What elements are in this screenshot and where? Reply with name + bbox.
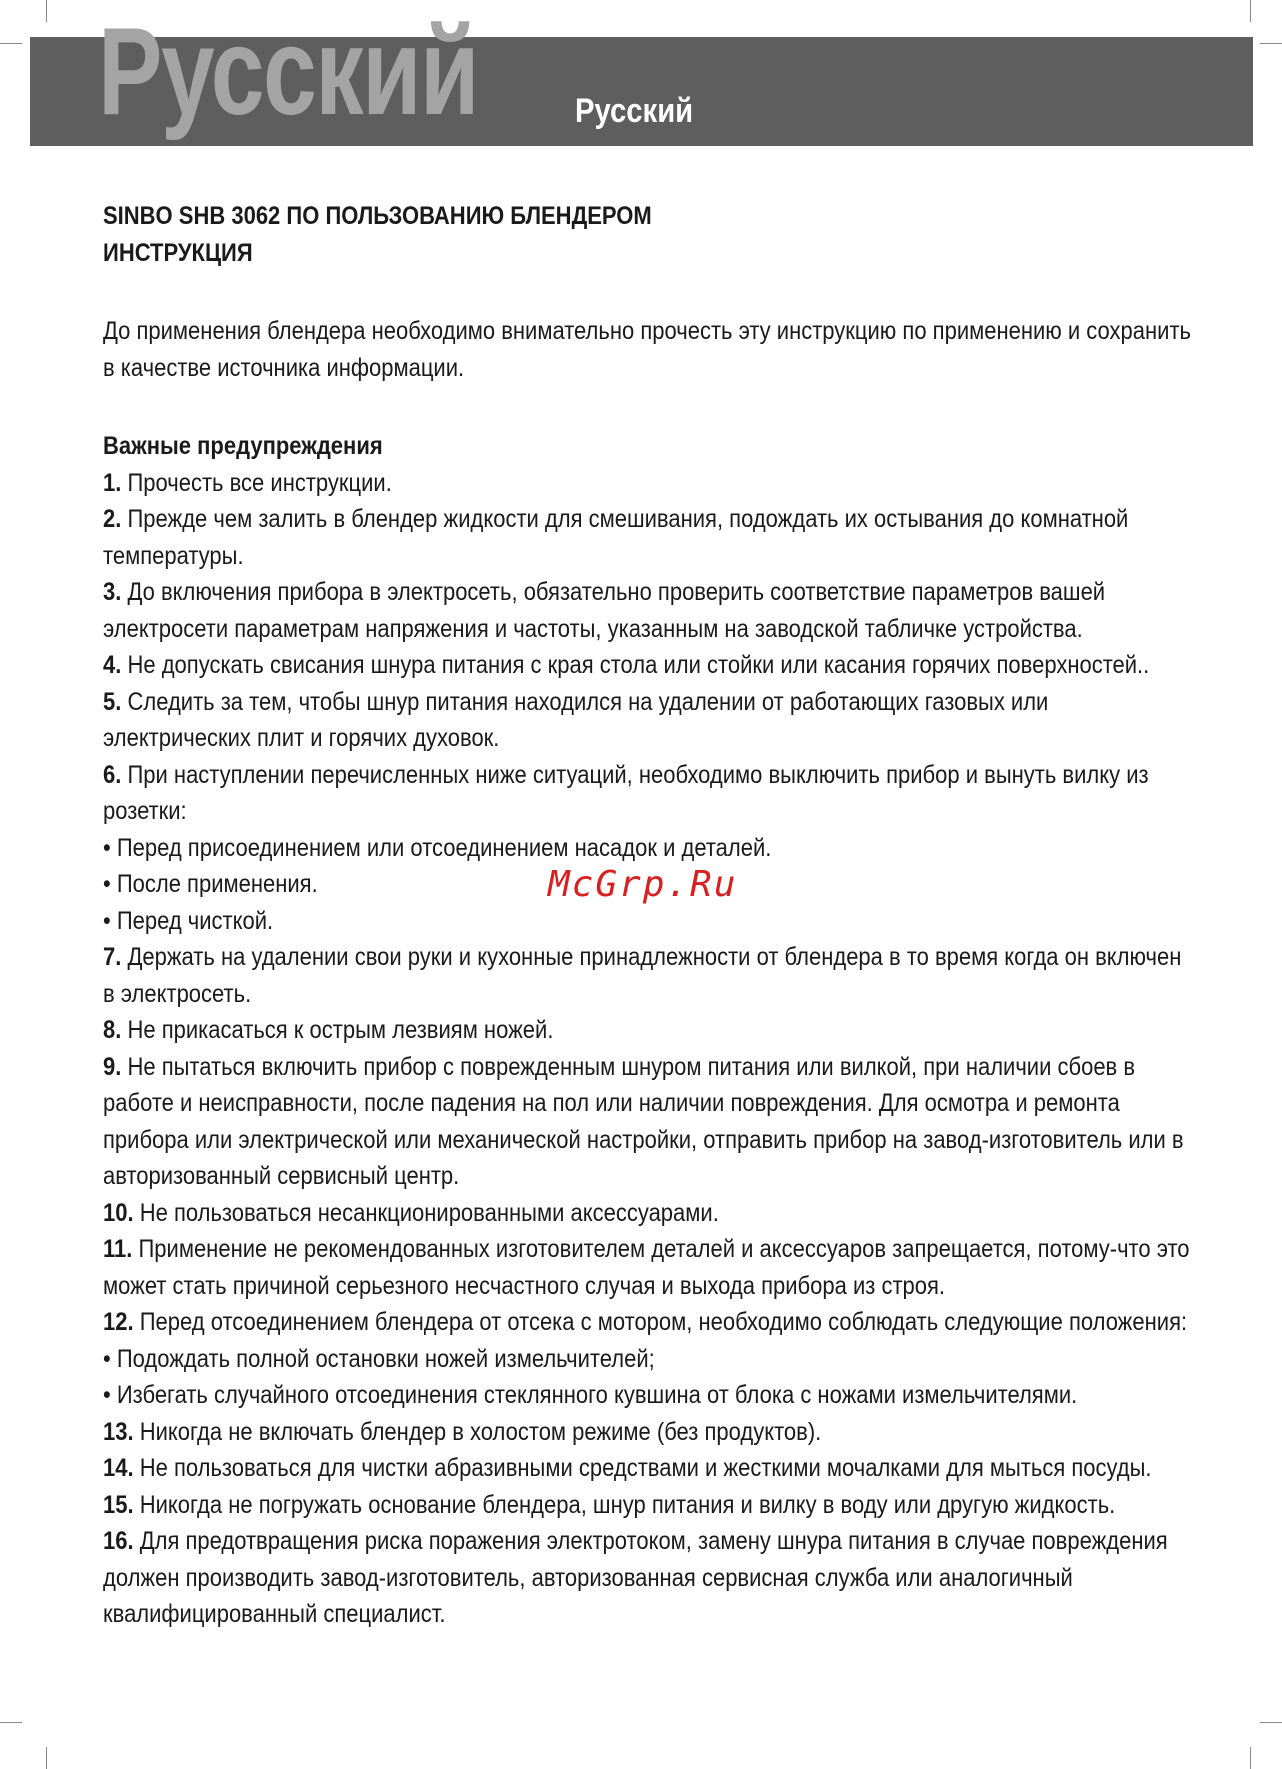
warning-text: Не допускать свисания шнура питания с края стола или стойки или касания горячих поверхностей.. [121,651,1150,679]
warning-item [103,757,1192,830]
crop-mark [0,1722,22,1723]
language-heading-large: Русский [98,3,478,141]
warning-text: • Подождать полной остановки ножей измельчителей; [103,1344,655,1373]
warning-number: 7. [103,943,122,971]
warning-number: 10. [103,1198,134,1227]
warning-item [103,1377,1192,1414]
crop-mark [0,43,22,44]
warning-item [103,1231,1192,1304]
watermark: McGrp.Ru [548,864,738,905]
warning-text: Никогда не включать блендер в холостом режиме (без продуктов). [133,1417,822,1446]
warning-item [103,1487,1192,1524]
warning-item [103,1523,1192,1633]
warnings-heading: Важные предупреждения [103,432,383,460]
warning-item [103,1450,1192,1487]
warning-item [103,465,1192,502]
warning-number: 4. [103,651,122,679]
warning-number: 11. [103,1235,133,1263]
warning-number: 5. [103,687,122,716]
crop-mark [46,1747,47,1769]
warning-item [103,939,1192,1012]
warning-text: Не пользоваться несанкционированными аксессуарами. [133,1198,719,1227]
warning-text: Никогда не погружать основание блендера, шнур питания и вилку в воду или другую жидкость. [133,1490,1116,1519]
warning-number: 9. [103,1052,122,1081]
warning-item [103,1304,1192,1341]
warning-text: • Избегать случайного отсоединения стеклянного кувшина от блока с ножами измельчителями. [103,1381,1078,1409]
language-heading-small: Русский [575,92,694,130]
warning-item [103,830,1192,867]
warning-text: Для предотвращения риска поражения электротоком, замену шнура питания в случае повреждения должен производить завод-изготовитель, авторизованная сервисная служба или аналогичный квалифицированный специалист. [103,1527,1168,1628]
warning-text: До включения прибора в электросеть, обязательно проверить соответствие параметров вашей электросети параметрам напряжения и частоты, указанным на заводской табличке устройства. [103,578,1106,643]
warning-number: 8. [103,1016,122,1044]
warning-text: Применение не рекомендованных изготовителем деталей и аксессуаров запрещается, потому-что это может стать причиной серьезного несчастного случая и выхода прибора из строя. [103,1235,1190,1300]
warning-number: 6. [103,760,122,789]
warning-number: 14. [103,1454,134,1482]
warning-text: • Перед присоединением или отсоединением насадок и деталей. [103,833,772,862]
warning-text: Держать на удалении свои руки и кухонные принадлежности от блендера в то время когда он включен в электросеть. [103,943,1182,1008]
warning-text: • Перед чисткой. [103,906,274,935]
warnings-list [103,465,1192,1633]
intro-paragraph: До применения блендера необходимо внимательно прочесть эту инструкцию по применению и сохранить в качестве источника информации. [103,317,1191,382]
warning-number: 1. [103,468,122,497]
warning-item [103,1341,1192,1378]
warning-number: 13. [103,1417,134,1446]
warning-number: 16. [103,1527,134,1555]
warning-item [103,684,1192,757]
warning-text: Прежде чем залить в блендер жидкости для смешивания, подождать их остывания до комнатной температуры. [103,505,1129,570]
warning-number: 15. [103,1490,134,1519]
crop-mark [1250,0,1251,22]
warning-text: Перед отсоединением блендера от отсека с мотором, необходимо соблюдать следующие положения: [133,1308,1188,1336]
doc-title-line-1: SINBO SHB 3062 ПО ПОЛЬЗОВАНИЮ БЛЕНДЕРОМ [103,202,652,230]
warning-text: Следить за тем, чтобы шнур питания находился на удалении от работающих газовых или электрических плит и горячих духовок. [103,687,1049,752]
warning-item [103,1414,1192,1451]
warning-number: 2. [103,505,122,533]
warning-item [103,647,1192,684]
crop-mark [1260,1722,1282,1723]
warning-item [103,501,1192,574]
crop-mark [1260,43,1282,44]
crop-mark [46,0,47,22]
warning-item [103,1049,1192,1195]
warning-text: Прочесть все инструкции. [121,468,392,497]
document-body [103,198,1193,1633]
crop-mark [1250,1747,1251,1769]
warning-text: Не пользоваться для чистки абразивными средствами и жесткими мочалками для мыться посуды. [133,1454,1152,1482]
warning-item [103,1012,1192,1049]
warning-text: Не прикасаться к острым лезвиям ножей. [121,1016,554,1044]
warning-number: 12. [103,1308,134,1336]
warning-text: Не пытаться включить прибор с поврежденным шнуром питания или вилкой, при наличии сбоев в работе и неисправности, после падения на пол или наличии повреждения. Для осмотра и ремонта прибора или электрической или механической настройки, отправить прибор на завод-изготовитель или в авторизованный сервисный центр. [103,1052,1184,1190]
warning-item [103,1195,1192,1232]
warning-number: 3. [103,578,122,606]
warning-item [103,903,1192,940]
warning-text: При наступлении перечисленных ниже ситуаций, необходимо выключить прибор и вынуть вилку из розетки: [103,760,1149,825]
warning-item [103,574,1192,647]
doc-title-line-2: ИНСТРУКЦИЯ [103,238,253,267]
warning-text: • После применения. [103,870,318,898]
